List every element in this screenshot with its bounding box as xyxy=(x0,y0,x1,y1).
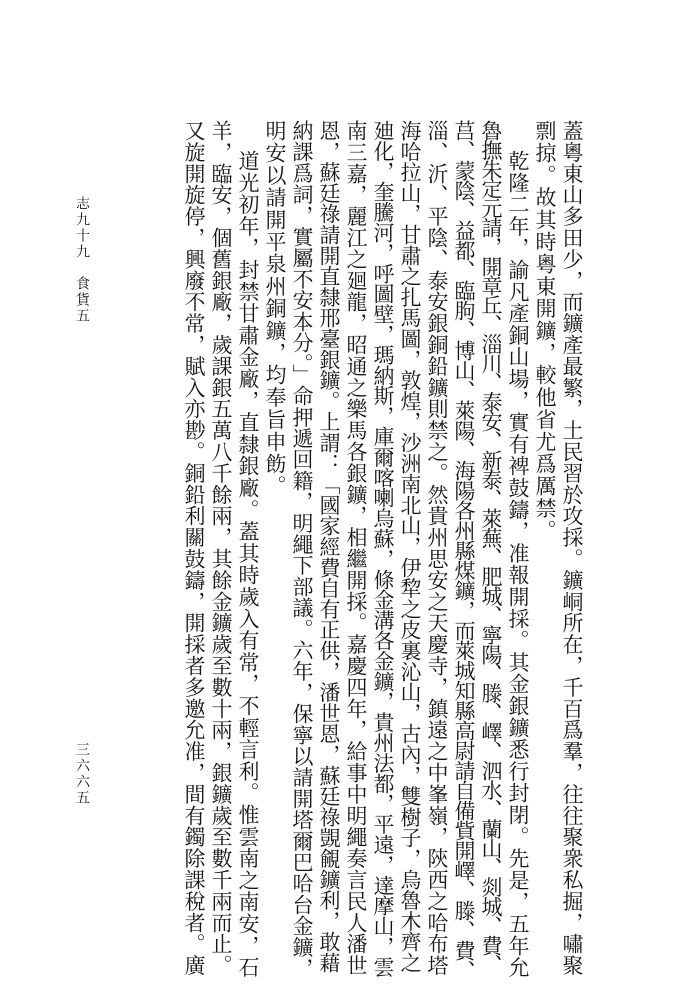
text-column-2: 剽掠。故其時粵東開鑛，較他省尤爲厲禁。 xyxy=(533,120,557,542)
text-column-3: 乾隆二年，諭凡產銅山場，實有裨鼓鑄，准報開採。其金銀鑛悉行封閉。先是，五年允 xyxy=(506,150,530,979)
text-column-4: 魯撫朱定元請，開章丘、淄川、泰安、新泰、萊蕪、肥城、寧陽、滕、嶧、泗水、蘭山、剡城、費、 xyxy=(479,120,503,974)
text-column-5: 莒、蒙陰、益都、臨朐、博山、萊陽、海陽各州縣煤鑛，而萊城知縣高尉請自備貲開嶧、滕、費、 xyxy=(452,120,476,980)
text-column-1: 蓋粵東山多田少，而鑛產最繁，土民習於攻採。鑛峒所在，千百爲羣，往往聚衆私掘，嘯聚 xyxy=(560,120,584,976)
text-column-11: 納課爲詞，實屬不安本分。」命押遞回籍，明繩下部議。六年，保寧以請開塔爾巴哈台金鑛， xyxy=(290,120,314,979)
text-column-8: 廸化，奎騰河，呼圖壁，瑪納斯，庫爾喀喇烏蘇，條金溝各金鑛，貴州法都，平遠，達摩山，雲 xyxy=(371,120,395,977)
text-column-7: 海哈拉山，甘肅之扎馬圖，敦煌，沙洲南北山，伊犂之皮裏沁山，古內，雙樹子，烏魯木齊之 xyxy=(398,120,422,973)
text-column-13: 道光初年，封禁甘肅金廠，直隸銀廠。蓋其時歲入有常，不輕言利。惟雲南之南安，石 xyxy=(236,150,260,979)
page-number: 三六六五 xyxy=(74,742,90,806)
text-column-14: 羊，臨安，個舊銀廠，歲課銀五萬八千餘兩，其餘金鑛歲至數十兩，銀鑛歲至數千兩而止。 xyxy=(209,120,233,976)
page-header: 志九十九 食貨五 xyxy=(74,196,90,324)
text-column-15: 又旋開旋停，興廢不常，賦入亦尠。銅鉛利關鼓鑄，開採者多邀允准，間有鐲除課稅者。廣 xyxy=(182,120,206,976)
text-column-9: 南三嘉，麗江之廻龍，昭通之樂馬各銀鑛，相繼開採。嘉慶四年，給事中明繩奏言民人潘世 xyxy=(344,120,368,976)
text-column-12: 明安以請開平泉州銅鑛，均奉旨申飭。 xyxy=(263,120,287,498)
text-column-10: 恩，蘇廷祿請開直隸邢臺銀鑛。上謂：「國家經費自有正供，潘世恩，蘇廷祿覬覦鑛利，敢藉 xyxy=(317,120,341,973)
text-column-6: 淄、沂、平陰、泰安銀銅鉛鑛則禁之。然貴州思安之天慶寺，鎮遠之中峯嶺，陝西之哈布塔 xyxy=(425,120,449,976)
